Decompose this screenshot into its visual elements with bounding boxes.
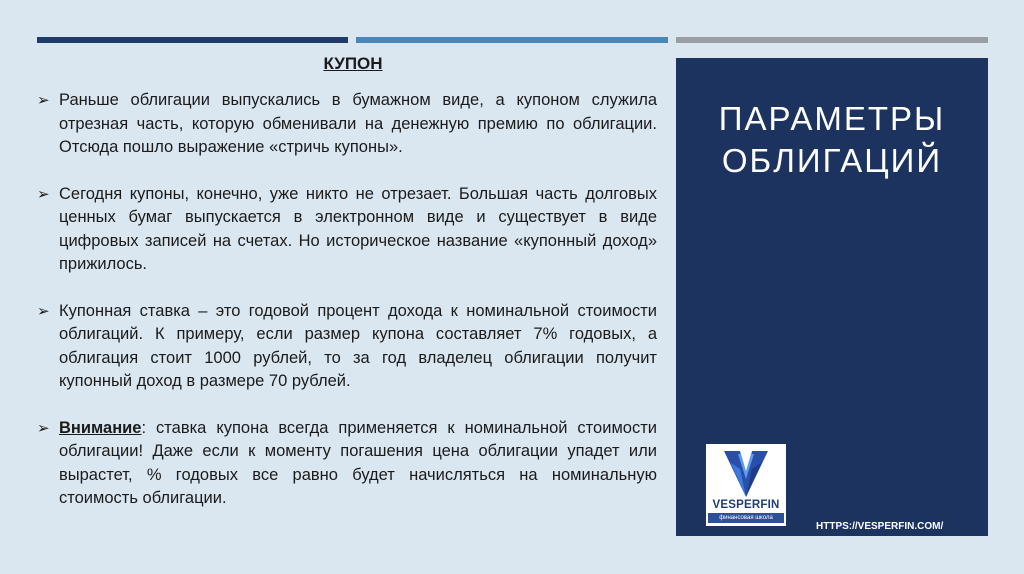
- text-content: [37, 52, 657, 534]
- bullet-text: Сегодня купоны, конечно, уже никто не отрезает. Большая часть долговых ценных бумаг выпускается в электронном виде и существует в виде цифровых записей на счетах. Но историческое название «купонный доход» прижилось.: [59, 184, 657, 273]
- bullet-text: Купонная ставка – это годовой процент дохода к номинальной стоимости облигаций. К примеру, если размер купона составляет 7% годовых, а облигация стоит 1000 рублей, то за год владелец облигации получит купонный доход в размере 70 рублей.: [59, 301, 657, 390]
- top-bar-dark: [37, 37, 348, 43]
- arrow-bullet-icon: ➢: [37, 302, 50, 320]
- slide-title-line-2: ОБЛИГАЦИЙ: [721, 142, 943, 179]
- title-panel: [676, 58, 988, 536]
- bullet-item: [37, 89, 657, 160]
- bullet-item: [37, 300, 657, 394]
- bullet-item: [37, 417, 657, 511]
- v-logo-icon: [718, 449, 774, 499]
- top-bar-blue: [356, 37, 668, 43]
- logo-subtitle: финансовая школа: [708, 513, 784, 523]
- bullet-item: [37, 183, 657, 277]
- website-link[interactable]: HTTPS://VESPERFIN.COM/: [816, 521, 944, 532]
- logo-name: VESPERFIN: [712, 499, 780, 511]
- bullet-text: Раньше облигации выпускались в бумажном виде, а купоном служила отрезная часть, которую обменивали на денежную премию по облигации. Отсюда пошло выражение «стричь купоны».: [59, 91, 657, 156]
- bullet-text: [59, 417, 657, 511]
- top-bar-gray: [676, 37, 988, 43]
- slide-title-line-1: ПАРАМЕТРЫ: [718, 100, 946, 137]
- warning-text: : ставка купона всегда применяется к номинальной стоимости облигации! Даже если к моменту погашения цена облигации упадет или вырастет, % годовых все равно будет начисляться на номинальную стоимость облигации.: [59, 418, 657, 507]
- slide-title: [676, 98, 988, 182]
- arrow-bullet-icon: ➢: [37, 419, 50, 437]
- vesperfin-logo: [706, 444, 786, 526]
- arrow-bullet-icon: ➢: [37, 92, 50, 109]
- section-heading: КУПОН: [323, 54, 383, 73]
- warning-emphasis: Внимание: [59, 418, 142, 437]
- arrow-bullet-icon: ➢: [37, 185, 50, 203]
